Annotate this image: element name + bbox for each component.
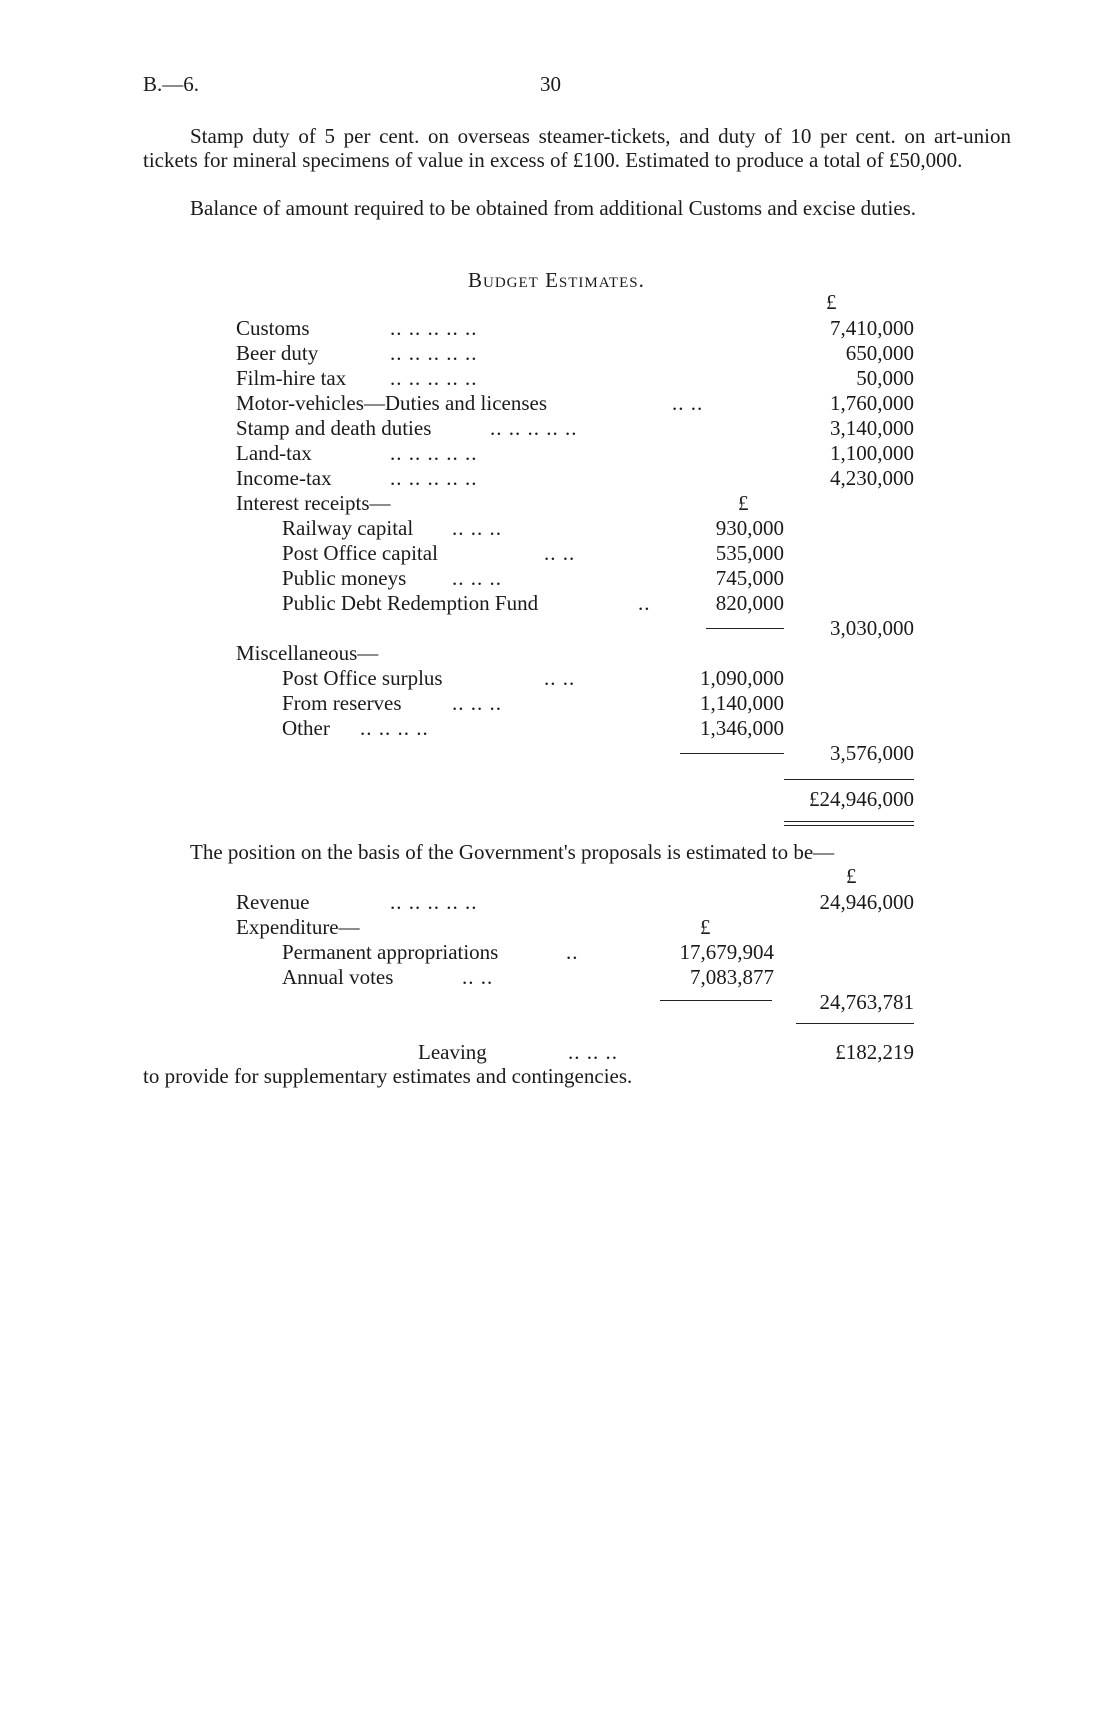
row-dots: .. .. .. .. .. bbox=[390, 341, 478, 365]
interest-item-amount: 745,000 bbox=[715, 566, 784, 590]
expenditure-item-label: Permanent appropriations bbox=[282, 940, 499, 964]
expenditure-rule bbox=[660, 1000, 772, 1001]
expenditure-item-dots: .. bbox=[566, 940, 579, 964]
row-dots: .. .. .. .. .. bbox=[390, 316, 478, 340]
leaving-rule bbox=[796, 1023, 914, 1024]
misc-item-dots: .. .. .. bbox=[452, 691, 502, 715]
expenditure-currency: £ bbox=[700, 915, 711, 939]
interest-item-label: Public Debt Redemption Fund bbox=[282, 591, 539, 615]
interest-item-amount: 820,000 bbox=[715, 591, 784, 615]
leaving-amount: £182,219 bbox=[835, 1040, 914, 1064]
interest-item-amount: 535,000 bbox=[715, 541, 784, 565]
budget-total-rule-top bbox=[784, 779, 914, 780]
revenue-amount: 24,946,000 bbox=[819, 890, 914, 914]
expenditure-heading: Expenditure— bbox=[236, 915, 360, 939]
document-reference: B.—6. bbox=[143, 72, 200, 96]
row-amount: 1,760,000 bbox=[830, 391, 914, 415]
leaving-label: Leaving bbox=[418, 1040, 487, 1064]
row-label: Income-tax bbox=[236, 466, 332, 490]
interest-heading: Interest receipts— bbox=[236, 491, 391, 515]
misc-subtotal: 3,576,000 bbox=[830, 741, 914, 765]
row-label: Customs bbox=[236, 316, 310, 340]
interest-item-label: Railway capital bbox=[282, 516, 414, 540]
row-amount: 50,000 bbox=[856, 366, 914, 390]
row-amount: 1,100,000 bbox=[830, 441, 914, 465]
row-label: Motor-vehicles—Duties and licenses bbox=[236, 391, 548, 415]
closing-text: to provide for supplementary estimates and contingencies. bbox=[143, 1064, 633, 1088]
row-dots: .. .. .. .. .. bbox=[390, 441, 478, 465]
position-intro: The position on the basis of the Government's proposals is estimated to be— bbox=[190, 840, 835, 864]
budget-currency: £ bbox=[826, 290, 837, 314]
misc-item-amount: 1,090,000 bbox=[700, 666, 784, 690]
misc-subtotal-rule bbox=[680, 753, 784, 754]
row-label: Stamp and death duties bbox=[236, 416, 432, 440]
expenditure-item-dots: .. .. bbox=[462, 965, 494, 989]
row-label: Film-hire tax bbox=[236, 366, 347, 390]
row-amount: 3,140,000 bbox=[830, 416, 914, 440]
row-amount: 650,000 bbox=[845, 341, 914, 365]
interest-item-label: Public moneys bbox=[282, 566, 407, 590]
misc-item-dots: .. .. .. .. bbox=[360, 716, 429, 740]
budget-title: Budget Estimates. bbox=[468, 268, 645, 292]
interest-item-amount: 930,000 bbox=[715, 516, 784, 540]
intro-paragraph-1: Stamp duty of 5 per cent. on overseas steamer-tickets, and duty of 10 per cent. on art-union tickets for mineral specimens of value in excess of £100. Estimated to produce a total of £50,000. bbox=[143, 124, 1011, 172]
row-amount: 7,410,000 bbox=[830, 316, 914, 340]
interest-item-dots: .. .. .. bbox=[452, 566, 502, 590]
interest-subtotal: 3,030,000 bbox=[830, 616, 914, 640]
row-dots: .. .. .. .. .. bbox=[390, 466, 478, 490]
misc-item-dots: .. .. bbox=[544, 666, 576, 690]
expenditure-item-amount: 17,679,904 bbox=[679, 940, 774, 964]
misc-item-label: Post Office surplus bbox=[282, 666, 443, 690]
row-dots: .. .. .. .. .. bbox=[390, 366, 478, 390]
row-label: Beer duty bbox=[236, 341, 319, 365]
misc-item-amount: 1,140,000 bbox=[700, 691, 784, 715]
row-label: Land-tax bbox=[236, 441, 312, 465]
misc-item-amount: 1,346,000 bbox=[700, 716, 784, 740]
row-dots: .. .. .. .. .. bbox=[490, 416, 578, 440]
expenditure-item-amount: 7,083,877 bbox=[690, 965, 774, 989]
interest-item-label: Post Office capital bbox=[282, 541, 438, 565]
interest-currency: £ bbox=[738, 491, 749, 515]
interest-item-dots: .. bbox=[638, 591, 651, 615]
intro-paragraph-2: Balance of amount required to be obtained from additional Customs and excise duties. bbox=[190, 196, 917, 220]
interest-subtotal-rule bbox=[706, 628, 784, 629]
expenditure-total: 24,763,781 bbox=[819, 990, 914, 1014]
expenditure-item-label: Annual votes bbox=[282, 965, 394, 989]
interest-item-dots: .. .. bbox=[544, 541, 576, 565]
misc-item-label: From reserves bbox=[282, 691, 402, 715]
budget-total: £24,946,000 bbox=[809, 787, 914, 811]
row-amount: 4,230,000 bbox=[830, 466, 914, 490]
revenue-dots: .. .. .. .. .. bbox=[390, 890, 478, 914]
position-currency: £ bbox=[846, 864, 857, 888]
page-number: 30 bbox=[540, 72, 561, 96]
misc-heading: Miscellaneous— bbox=[236, 641, 379, 665]
misc-item-label: Other bbox=[282, 716, 330, 740]
row-dots: .. .. bbox=[672, 391, 704, 415]
leaving-dots: .. .. .. bbox=[568, 1040, 618, 1064]
budget-total-rule-bottom-2 bbox=[784, 825, 914, 826]
interest-item-dots: .. .. .. bbox=[452, 516, 502, 540]
budget-total-rule-bottom-1 bbox=[784, 821, 914, 822]
revenue-label: Revenue bbox=[236, 890, 310, 914]
